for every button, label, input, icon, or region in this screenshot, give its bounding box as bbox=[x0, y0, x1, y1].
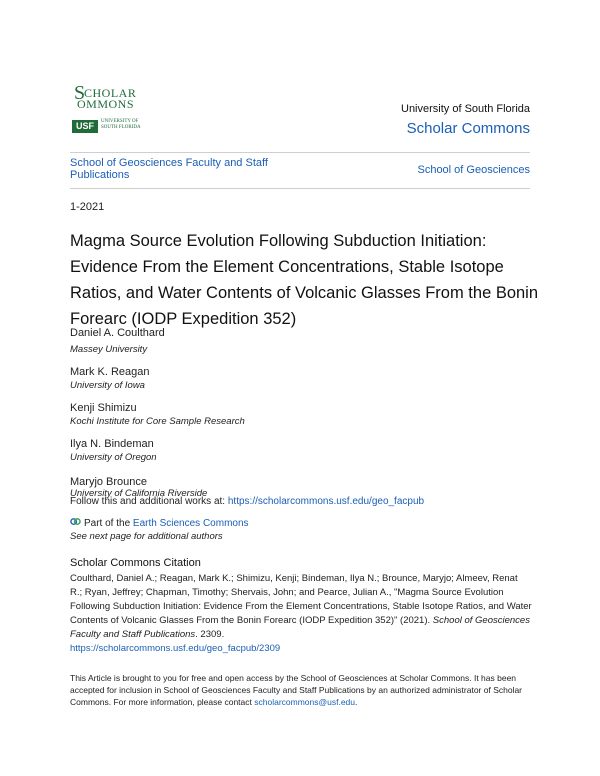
author-name: Daniel A. Coulthard bbox=[70, 327, 165, 339]
university-name: University of South Florida bbox=[401, 103, 530, 115]
footer-notice bbox=[70, 672, 532, 708]
earth-sciences-commons-link[interactable]: Earth Sciences Commons bbox=[132, 518, 249, 529]
open-access-icon bbox=[70, 516, 81, 527]
author-affiliation: University of Iowa bbox=[70, 380, 145, 391]
divider-bottom bbox=[70, 188, 530, 189]
logo-text-line1: CHOLAR bbox=[84, 86, 137, 100]
citation-heading: Scholar Commons Citation bbox=[70, 557, 201, 569]
author-name: Mark K. Reagan bbox=[70, 366, 150, 378]
citation-number: . 2309. bbox=[195, 629, 225, 640]
footer-end: . bbox=[355, 697, 358, 707]
contact-email-link[interactable]: scholarcommons@usf.edu bbox=[254, 697, 356, 707]
author-affiliation: Massey University bbox=[70, 344, 148, 355]
citation-body bbox=[70, 572, 532, 656]
citation-url-link[interactable]: https://scholarcommons.usf.edu/geo_facpub/2309 bbox=[70, 643, 281, 654]
author-name: Ilya N. Bindeman bbox=[70, 438, 154, 450]
article-title: Magma Source Evolution Following Subduction Initiation: Evidence From the Element Concentrations, Stable Isotope Ratios, and Water Contents of Volcanic Glasses From the Bonin Forearc (IODP Expedition 352) bbox=[70, 232, 539, 328]
usf-badge: USF bbox=[72, 120, 98, 133]
logo-text-line2: OMMONS bbox=[77, 97, 135, 111]
logo-subtitle-line1: UNIVERSITY OF bbox=[101, 119, 139, 124]
part-of-line bbox=[70, 516, 249, 529]
follow-text: Follow this and additional works at: bbox=[70, 496, 228, 507]
author-affiliation: University of California Riverside bbox=[70, 488, 208, 499]
see-next-page-note: See next page for additional authors bbox=[70, 531, 223, 542]
follow-line bbox=[70, 496, 424, 507]
scholar-commons-logo[interactable] bbox=[72, 82, 152, 138]
logo-s-letter: S bbox=[74, 82, 86, 104]
collection-link[interactable]: School of Geosciences Faculty and Staff Publications bbox=[70, 157, 268, 181]
author-name: Kenji Shimizu bbox=[70, 402, 137, 414]
citation-series: School of Geosciences Faculty and Staff Publications bbox=[70, 615, 530, 640]
part-of-text: Part of the bbox=[84, 518, 133, 529]
citation-text: Coulthard, Daniel A.; Reagan, Mark K.; Shimizu, Kenji; Bindeman, Ilya N.; Brounce, Maryjo; Almeev, Renat R.; Ryan, Jeffrey; Chapman, Timothy; Shervais, John; and Pearce, Julian A., "Magma Source Evolution Following Subduction Initiation: Evidence From the Element Concentrations, Stable Isotope Ratios, and Water Contents of Volcanic Glasses From the Bonin Forearc (IODP Expedition 352)" (2021). bbox=[70, 573, 532, 626]
logo-subtitle-line2: SOUTH FLORIDA bbox=[101, 125, 141, 130]
collection-url-link[interactable]: https://scholarcommons.usf.edu/geo_facpub bbox=[227, 496, 425, 507]
divider-top bbox=[70, 152, 530, 153]
author-affiliation: University of Oregon bbox=[70, 452, 157, 463]
department-link[interactable]: School of Geosciences bbox=[417, 164, 530, 176]
logo-subtitle bbox=[101, 119, 141, 131]
author-affiliation: Kochi Institute for Core Sample Research bbox=[70, 416, 245, 427]
publication-date: 1-2021 bbox=[70, 201, 105, 213]
author-name: Maryjo Brounce bbox=[70, 476, 148, 488]
footer-text: This Article is brought to you for free and open access by the School of Geosciences at Scholar Commons. It has been accepted for inclusion in School of Geosciences Faculty and Staff Publications by an authorized administrator of Scholar Commons. For more information, please contact bbox=[70, 673, 523, 707]
repository-link[interactable]: Scholar Commons bbox=[406, 120, 530, 137]
